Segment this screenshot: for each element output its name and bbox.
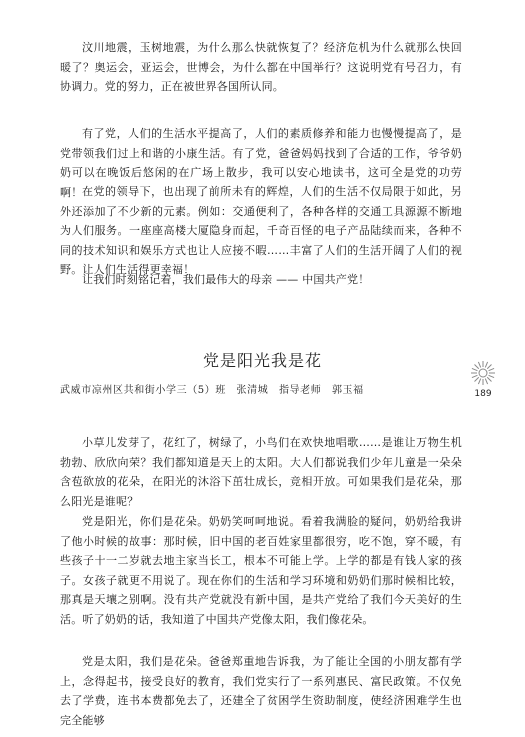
- sun-ray: [485, 362, 487, 368]
- page-number: 189: [474, 389, 492, 399]
- sun-flower-icon: [470, 360, 496, 386]
- sun-ray: [489, 368, 495, 370]
- sun-ray: [475, 365, 479, 369]
- body-paragraph: 汶川地震，玉树地震，为什么那么快就恢复了？经济危机为什么就那么快回暖了？奥运会，亚运会，世博会，为什么都在中国举行？这说明党有号召力，有协调力。党的努力，正在被世界各国所认同。: [60, 41, 462, 94]
- sun-ray: [487, 365, 491, 369]
- article-byline: 武威市凉州区共和街小学三（5）班 张清城 指导老师 郭玉福: [60, 385, 364, 396]
- sun-ray: [485, 379, 487, 385]
- sun-ray: [472, 368, 478, 370]
- article-title: 党是阳光我是花: [202, 351, 322, 370]
- sun-ray: [478, 379, 480, 385]
- sun-ray: [472, 375, 478, 377]
- body-paragraph: 党是阳光，你们是花朵。奶奶笑呵呵地说。看着我满脸的疑问，奶奶给我讲了他小时候的故事：那时候，旧中国的老百姓家里都很穷，吃不饱，穿不暖，有些孩子十一二岁就去地主家当长工，根本不可能上学。上学的都是有钱人家的孩子。女孩子就更不用说了。现在你们的生活和学习环境和奶奶们那时候相比较，那真是天壤之别啊。没有共产党就没有新中国，是共产党给了我们今天美好的生活。听了奶奶的话，我知道了中国共产党像太阳，我们像花朵。: [60, 515, 462, 626]
- body-paragraph: 党是太阳，我们是花朵。爸爸郑重地告诉我，为了能让全国的小朋友都有学上，念得起书，接受良好的教育，我们党实行了一系列惠民、富民政策。不仅免去了学费，连书本费都免去了，还建全了贫困学生资助制度，使经济困难学生也完全能够: [60, 655, 462, 727]
- body-paragraph: 有了党，人们的生活水平提高了，人们的素质修养和能力也慢慢提高了，是党带领我们过上和谐的小康生活。有了党，爸爸妈妈找到了合适的工作，爷爷奶奶可以在晚饭后悠闲的在广场上散步，我可以安心地读书，这可全是党的功劳啊！: [60, 127, 462, 199]
- body-paragraph: 小草儿发芽了，花红了，树绿了，小鸟们在欢快地唱歌……是谁让万物生机勃勃、欣欣向荣？我们都知道是天上的太阳。大人们都说我们少年儿童是一朵朵含苞欲放的花朵，在阳光的沐浴下茁壮成长，竞相开放。可如果我们是花朵，那么阳光是谁呢？: [60, 436, 462, 508]
- body-paragraph: 让我们时刻铭记着，我们最伟大的母亲 —— 中国共产党！: [82, 273, 370, 286]
- sun-ray: [487, 377, 491, 381]
- sun-ray: [478, 362, 480, 368]
- body-paragraph: 在党的领导下，也出现了前所未有的辉煌，人们的生活不仅局限于如此，另外还添加了不少新的元素。例如：交通便利了，各种各样的交通工具源源不断地为人们服务。一座座高楼大厦隐身而起，千奇百怪的电子产品陆续而来，各种不同的技术知识和娱乐方式也让人应接不暇……丰富了人们的生活开阔了人们的视野。让人们生活得更幸福！: [60, 185, 462, 277]
- sun-ray: [475, 377, 479, 381]
- sun-ray: [489, 375, 495, 377]
